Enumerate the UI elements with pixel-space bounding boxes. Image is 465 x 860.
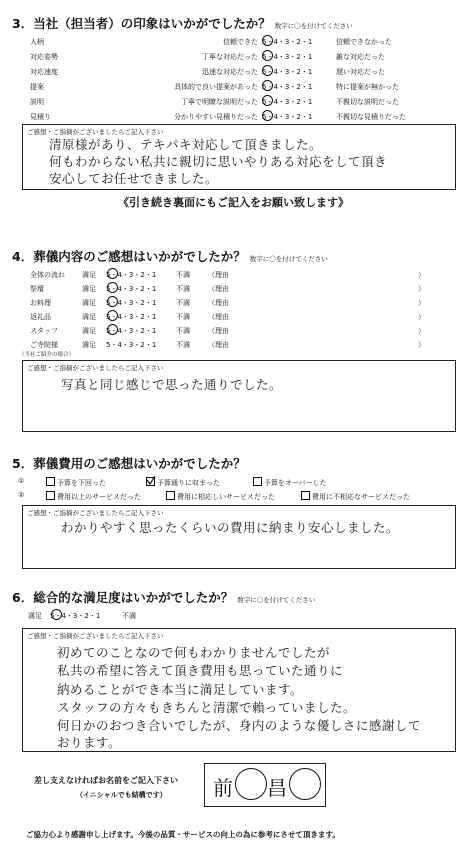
dissatisfied-label: 不満 (176, 285, 190, 293)
positive-label: 分かりやすい見積りだった (174, 113, 258, 121)
selected-rating-circle (107, 324, 118, 335)
option-within-budget[interactable] (146, 477, 220, 488)
rating-item-label: お料理 (30, 299, 51, 307)
checkbox-icon[interactable] (301, 491, 310, 500)
rating-scale[interactable]: 5・4・3・2・1 (262, 83, 313, 91)
section5-comment-box[interactable] (22, 505, 456, 569)
negative-label: 雑な対応だった (336, 53, 385, 61)
rating-item-label: 提案 (30, 83, 44, 91)
reason-close: ） (418, 341, 425, 349)
rating-row (30, 312, 450, 323)
row-number: ② (18, 491, 25, 499)
section4-comment-label: ご感想・ご指摘がございましたらご記入下さい (27, 364, 164, 372)
rating-item-label: 全体の流れ (30, 271, 65, 279)
selected-rating-circle (262, 50, 273, 61)
section4-comment-box[interactable] (22, 360, 456, 432)
section3-comment-box[interactable] (22, 124, 456, 190)
section6-comment-label: ご感想・ご指摘がございましたらご記入下さい (27, 632, 164, 640)
reason-close: ） (418, 313, 425, 321)
positive-label: 迅速な対応だった (202, 68, 258, 76)
rating-row (30, 326, 450, 337)
selected-rating-circle (107, 296, 118, 307)
reason-label: （理由 (208, 313, 229, 321)
option-under-budget[interactable] (46, 477, 106, 488)
option-fit-cost[interactable] (166, 491, 275, 502)
checkbox-icon[interactable] (166, 491, 175, 500)
satisfied-label: 満足 (82, 341, 96, 349)
section4-title-text: 4．葬儀内容のご感想はいかがでしたか？ (12, 249, 246, 264)
dissatisfied-label: 不満 (176, 313, 190, 321)
reason-close: ） (418, 327, 425, 335)
selected-rating-circle (262, 110, 273, 121)
section6-comment-line: スタッフの方々もきちんと清潔で賴っていました。 (57, 700, 357, 715)
option-label: 費用に不相応なサービスだった (312, 493, 410, 501)
section6-title-text: 6．総合的な満足度はいかがでしたか？ (12, 590, 234, 605)
continue-note: 《引き続き裏面にもご記入をお願い致します》 (118, 196, 349, 209)
positive-label: 丁寧で明瞭な説明だった (181, 98, 258, 106)
section6-rating-row (28, 611, 328, 623)
satisfied-label: 満足 (28, 612, 42, 620)
section5-title (12, 454, 246, 472)
selected-rating-circle (107, 310, 118, 321)
rating-item-label: 人柄 (30, 38, 44, 46)
name-field[interactable] (204, 763, 326, 807)
selected-rating-circle (262, 80, 273, 91)
reason-label: （理由 (208, 327, 229, 335)
section6-comment-box[interactable] (22, 628, 456, 752)
section3-comment-line: 何もわからない私共に親切に思いやりある対応をして頂き (49, 154, 388, 169)
section6-comment-line: 私共の希望に答えて頂き費用も思っていた通りに (57, 663, 344, 678)
name-circle-icon (235, 768, 267, 800)
name-character: 前 (213, 776, 233, 800)
reason-close: ） (418, 271, 425, 279)
rating-row (30, 298, 450, 309)
rating-scale[interactable]: 5・4・3・2・1 (106, 313, 157, 321)
section6-comment-line: 納めることができ本当に満足しています。 (57, 682, 304, 697)
section4-note: 数字に〇を付けてください (249, 255, 328, 263)
option-label: 予算通りに収まった (157, 479, 220, 487)
rating-item-label: 祭壇 (30, 285, 44, 293)
checkbox-checked-icon[interactable] (146, 477, 155, 486)
section5-comment-label: ご感想・ご指摘がございましたらご記入下さい (27, 509, 164, 517)
section5-row-2 (18, 491, 458, 501)
temple-note: （当社ご紹介の場合） (19, 352, 75, 358)
section4-comment-line: 写真と同じ感じで思った通りでした。 (61, 377, 283, 392)
dissatisfied-label: 不満 (176, 271, 190, 279)
reason-close: ） (418, 299, 425, 307)
option-label: 費用に相応しいサービスだった (177, 493, 275, 501)
rating-row (30, 270, 450, 281)
rating-item-label: ご寺院様 (30, 341, 58, 349)
positive-label: 信頼できた (223, 38, 258, 46)
rating-scale[interactable]: 5・4・3・2・1 (262, 113, 313, 121)
satisfied-label: 満足 (82, 327, 96, 335)
selected-rating-circle (262, 95, 273, 106)
rating-row (30, 284, 450, 295)
rating-row (30, 97, 450, 108)
section6-comment-line: 何日かのおつき合いでしたが、身内のような優しさに感謝して (57, 718, 421, 733)
rating-scale[interactable]: 5・4・3・2・1 (106, 271, 157, 279)
rating-scale[interactable]: 5・4・3・2・1 (262, 53, 313, 61)
selected-rating-circle (107, 282, 118, 293)
section3-comment-label: ご感想・ご指摘がございましたらご記入下さい (27, 128, 164, 136)
option-label: 予算を下回った (57, 479, 106, 487)
section3-title-text: 3．当社（担当者）の印象はいかがでしたか？ (12, 16, 271, 31)
option-label: 費用以上のサービスだった (57, 493, 141, 501)
checkbox-icon[interactable] (46, 491, 55, 500)
rating-row (30, 52, 450, 63)
option-label: 予算をオーバーした (264, 479, 327, 487)
section5-comment-line: わかりやすく思ったくらいの費用に納まり安心しました。 (61, 520, 400, 535)
row-number: ① (18, 477, 25, 485)
rating-scale[interactable]: 5・4・3・2・1 (262, 38, 313, 46)
name-circle-icon (289, 768, 321, 800)
negative-label: 不親切な説明だった (336, 98, 399, 106)
dissatisfied-label: 不満 (176, 341, 190, 349)
negative-label: 不親切な見積りだった (336, 113, 406, 121)
selected-rating-circle (107, 268, 118, 279)
rating-row (30, 37, 450, 48)
section3-comment-line: 清原様があり、テキパキ対応して頂きました。 (49, 137, 323, 152)
rating-item-label: 説明 (30, 98, 44, 106)
section6-title (12, 588, 315, 606)
dissatisfied-label: 不満 (122, 612, 136, 620)
rating-item-label: 見積り (30, 113, 51, 121)
name-character: 昌 (267, 776, 287, 800)
checkbox-icon[interactable] (253, 477, 262, 486)
reason-label: （理由 (208, 285, 229, 293)
rating-item-label: スタッフ (30, 327, 58, 335)
rating-row (30, 67, 450, 78)
selected-rating-circle (51, 609, 62, 620)
option-below-cost[interactable] (301, 491, 410, 502)
section3-note: 数字に〇を付けてください (274, 22, 353, 30)
option-above-cost[interactable] (46, 491, 141, 502)
section6-comment-line: 初めてのことなので何もわかりませんでしたが (57, 645, 331, 660)
rating-item-label: 対応姿勢 (30, 53, 58, 61)
rating-row (30, 340, 450, 351)
satisfied-label: 満足 (82, 271, 96, 279)
positive-label: 丁寧な対応だった (202, 53, 258, 61)
rating-row (30, 112, 450, 123)
section6-note: 数字に〇を付けてください (237, 596, 316, 604)
satisfied-label: 満足 (82, 285, 96, 293)
reason-label: （理由 (208, 341, 229, 349)
reason-label: （理由 (208, 271, 229, 279)
name-prompt: 差し支えなければお名前をご記入下さい (34, 776, 178, 785)
reason-label: （理由 (208, 299, 229, 307)
section5-row-1 (18, 477, 458, 487)
section4-title (12, 247, 328, 265)
rating-scale[interactable]: 5・4・3・2・1 (106, 299, 157, 307)
section3-title (12, 14, 353, 32)
section5-title-text: 5．葬儀費用のご感想はいかがでしたか？ (12, 456, 246, 471)
section3-comment-line: 安心してお任せできました。 (49, 171, 219, 186)
section6-comment-line: おります。 (57, 735, 122, 750)
selected-rating-circle (262, 65, 273, 76)
rating-row (30, 82, 450, 93)
satisfied-label: 満足 (82, 299, 96, 307)
rating-scale[interactable]: 5・4・3・2・1 (262, 98, 313, 106)
checkbox-icon[interactable] (46, 477, 55, 486)
negative-label: 信頼できなかった (336, 38, 392, 46)
rating-scale[interactable]: 5・4・3・2・1 (106, 341, 157, 349)
positive-label: 具体的で良い提案があった (174, 83, 258, 91)
rating-scale[interactable]: 5・4・3・2・1 (106, 285, 157, 293)
reason-close: ） (418, 285, 425, 293)
rating-item-label: 返礼品 (30, 313, 51, 321)
selected-rating-circle (262, 35, 273, 46)
satisfied-label: 満足 (82, 313, 96, 321)
rating-scale[interactable]: 5・4・3・2・1 (50, 612, 101, 620)
option-over-budget[interactable] (253, 477, 327, 488)
rating-item-label: 対応速度 (30, 68, 58, 76)
rating-scale[interactable]: 5・4・3・2・1 (262, 68, 313, 76)
thanks-note: ご協力心より感謝申し上げます。今後の品質・サービスの向上の為に参考にさせて頂きます。 (26, 830, 340, 839)
dissatisfied-label: 不満 (176, 299, 190, 307)
negative-label: 特に提案が無かった (336, 83, 399, 91)
rating-scale[interactable]: 5・4・3・2・1 (106, 327, 157, 335)
name-subprompt: （イニシャルでも結構です） (76, 791, 167, 799)
dissatisfied-label: 不満 (176, 327, 190, 335)
negative-label: 遅い対応だった (336, 68, 385, 76)
